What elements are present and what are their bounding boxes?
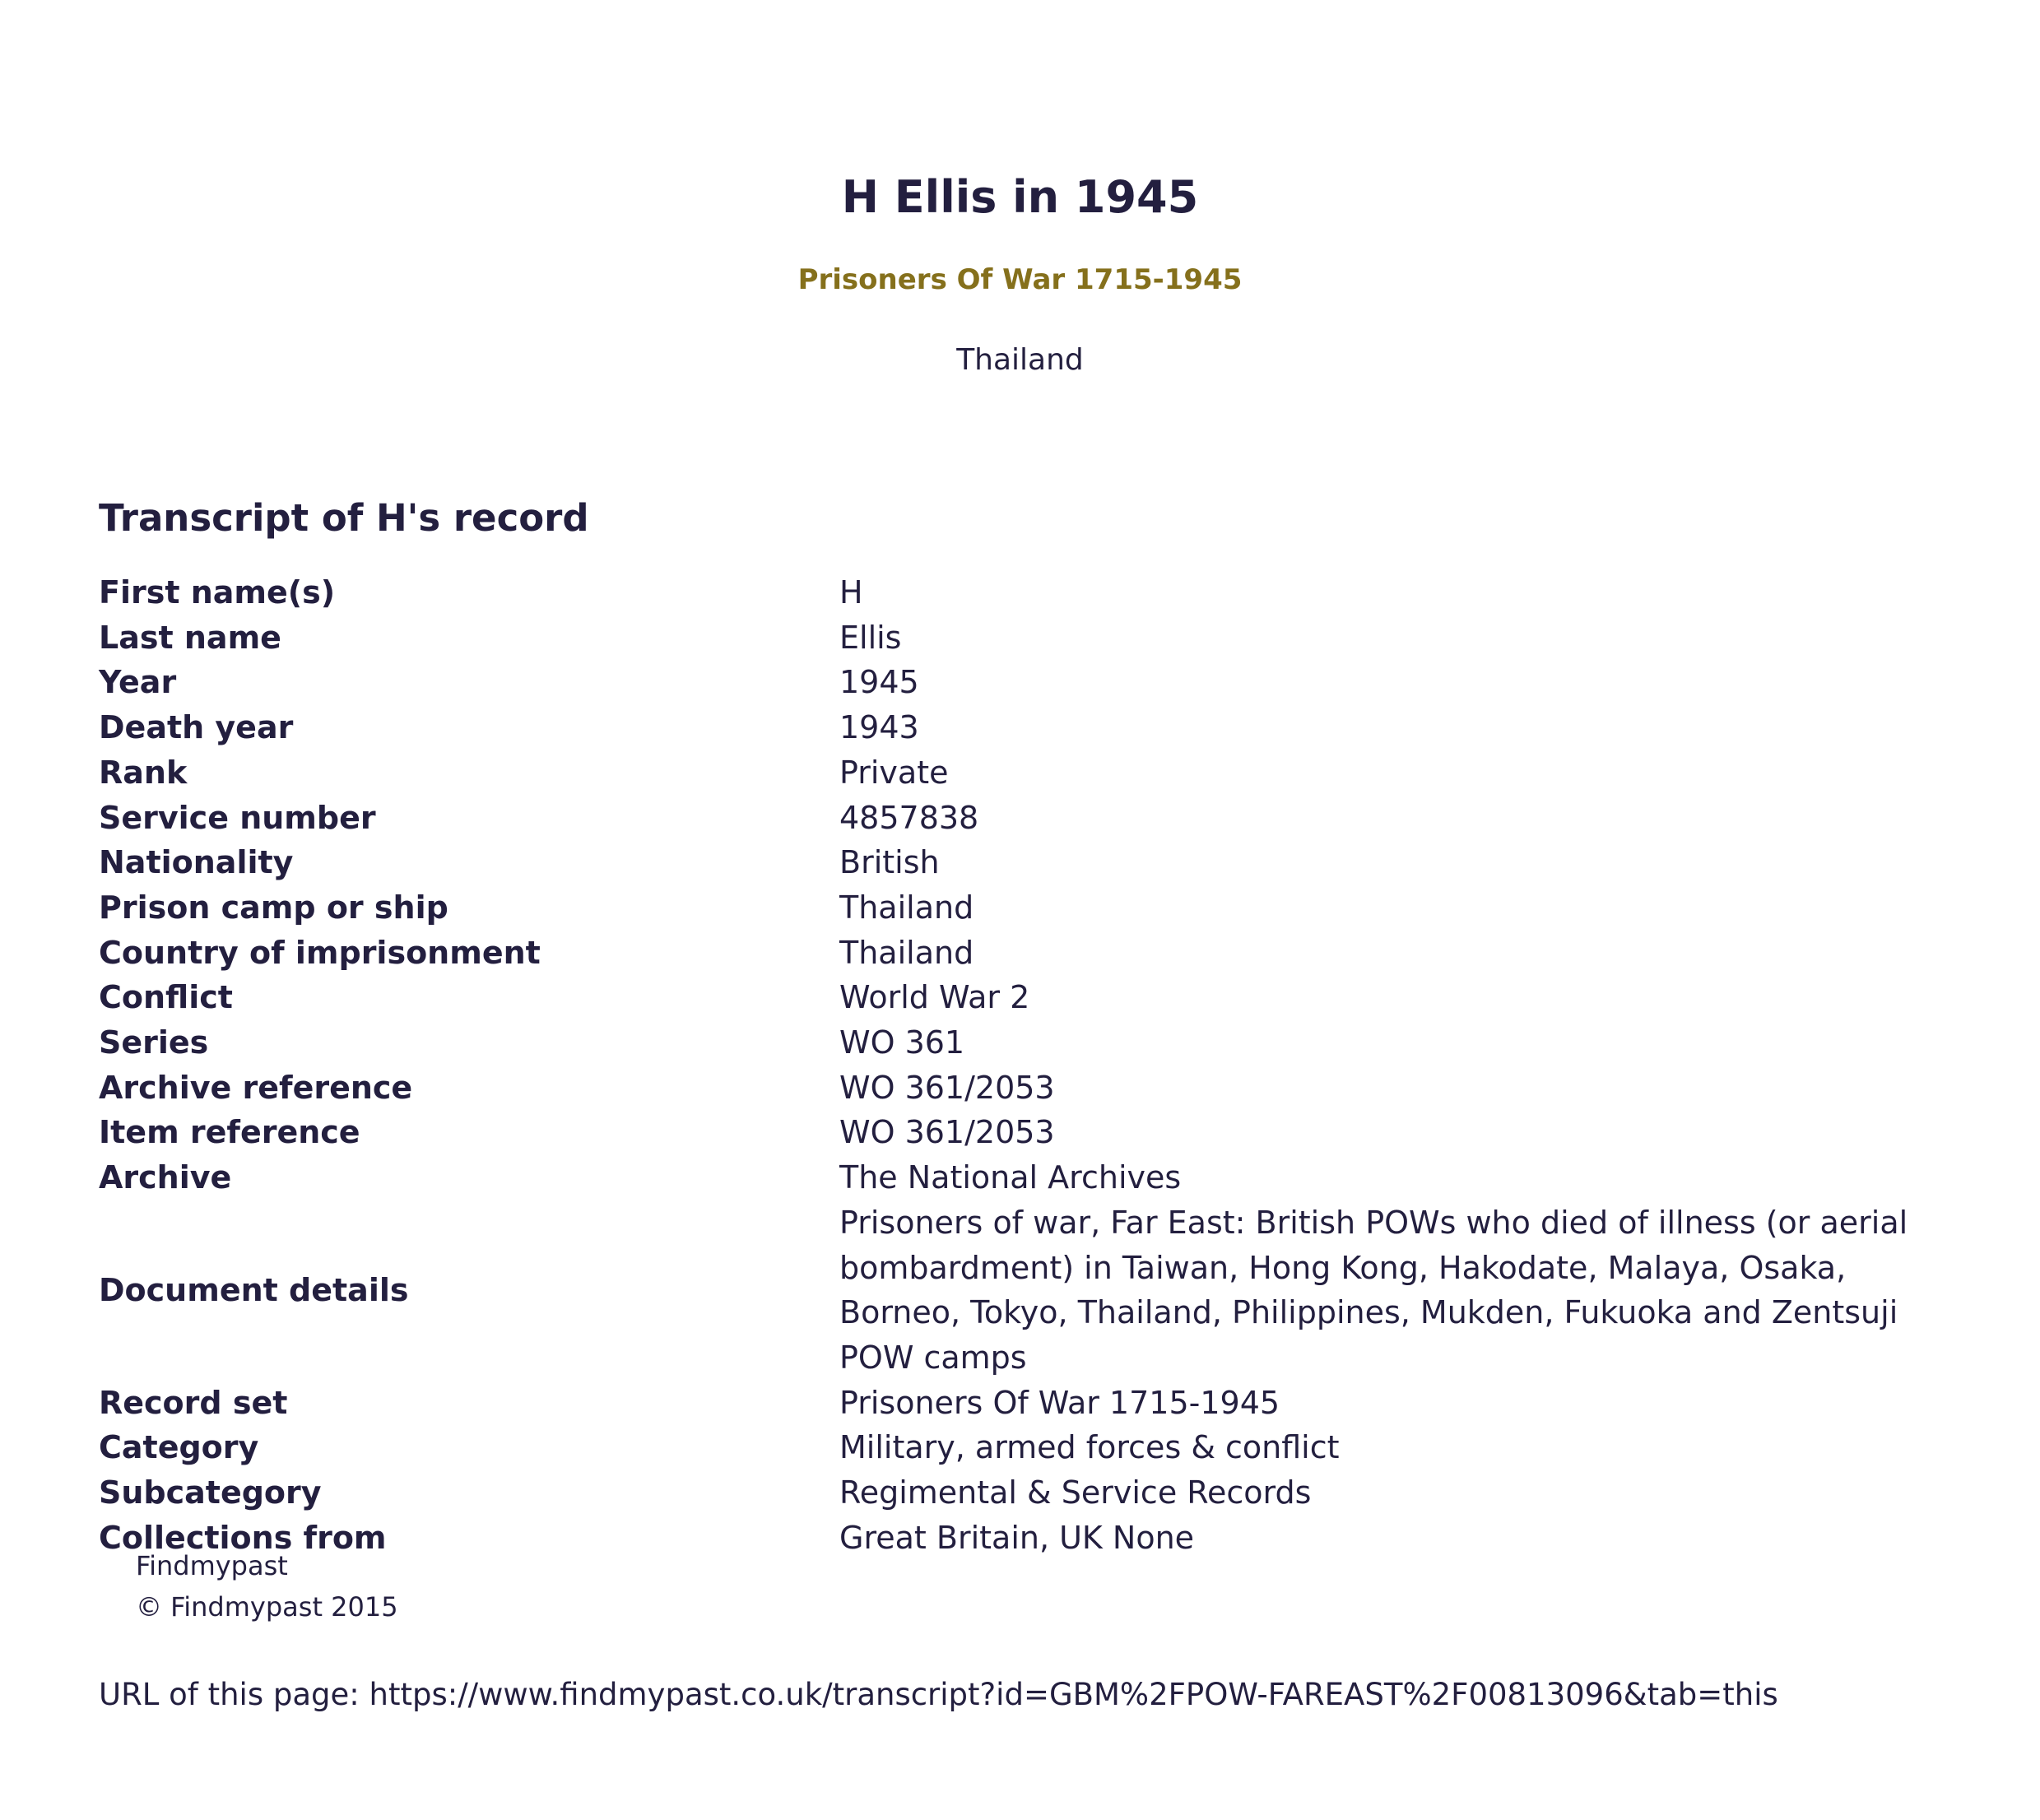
row-label: Record set: [99, 1384, 288, 1421]
row-label: Nationality: [99, 844, 294, 881]
table-row-item-reference: [99, 1110, 1959, 1155]
transcript-heading: Transcript of H's record: [99, 496, 589, 540]
row-value: Thailand: [839, 934, 974, 971]
table-row-first-name: [99, 570, 1959, 615]
row-label: Service number: [99, 799, 376, 836]
copyright-text: © Findmypast 2015: [136, 1591, 398, 1623]
table-row-death-year: [99, 705, 1959, 750]
table-row-service-number: [99, 796, 1959, 841]
row-value: Thailand: [839, 889, 974, 926]
record-set-subtitle: Prisoners Of War 1715-1945: [797, 263, 1243, 296]
transcript-table: [99, 570, 1959, 1560]
row-value: Prisoners Of War 1715-1945: [839, 1384, 1280, 1421]
row-label: Item reference: [99, 1114, 360, 1151]
table-row-subcategory: [99, 1470, 1959, 1516]
table-row-record-set: [99, 1381, 1959, 1426]
table-row-year: [99, 660, 1959, 705]
row-value: 1943: [839, 709, 919, 746]
row-label: Year: [99, 664, 177, 701]
row-label: Archive reference: [99, 1069, 413, 1106]
row-label: Rank: [99, 754, 188, 791]
row-label: Archive: [99, 1159, 232, 1196]
footer-brand: [136, 1545, 398, 1627]
row-label: Collections from: [99, 1519, 387, 1556]
table-row-last-name: [99, 615, 1959, 661]
row-value: Ellis: [839, 619, 902, 656]
row-value: WO 361/2053: [839, 1114, 1055, 1151]
table-row-archive-reference: [99, 1066, 1959, 1111]
table-row-series: [99, 1020, 1959, 1066]
row-value: Private: [839, 754, 949, 791]
row-label: Subcategory: [99, 1474, 322, 1511]
row-value: World War 2: [839, 979, 1030, 1016]
row-label: Document details: [99, 1271, 409, 1308]
row-value: British: [839, 844, 940, 881]
table-row-rank: [99, 750, 1959, 796]
row-value: H: [839, 574, 863, 611]
row-label: Category: [99, 1429, 259, 1466]
row-label: Series: [99, 1024, 209, 1061]
row-value: 1945: [839, 664, 919, 701]
page-title: H Ellis in 1945: [841, 171, 1199, 223]
page-url: URL of this page: https://www.findmypast.co.uk/transcript?id=GBM%2FPOW-FAREAST%2F00813096&tab=this: [99, 1677, 1778, 1712]
location-text: Thailand: [956, 343, 1084, 377]
row-label: Last name: [99, 619, 281, 656]
row-label: Conflict: [99, 979, 233, 1016]
row-label: First name(s): [99, 574, 336, 611]
row-value: Regimental & Service Records: [839, 1474, 1312, 1511]
row-value: 4857838: [839, 799, 979, 836]
brand-name: Findmypast: [136, 1550, 288, 1581]
row-label: Country of imprisonment: [99, 934, 541, 971]
table-row-nationality: [99, 840, 1959, 885]
row-value: WO 361: [839, 1024, 965, 1061]
row-value: WO 361/2053: [839, 1069, 1055, 1106]
row-label: Prison camp or ship: [99, 889, 448, 926]
row-value: Military, armed forces & conflict: [839, 1429, 1340, 1466]
row-value: Prisoners of war, Far East: British POWs who died of illness (or aerial bombardment) in Taiwan, Hong Kong, Hakodate, Malaya, Osaka, Borneo, Tokyo, Thailand, Philippines, Mukden, Fukuoka and Zentsuji POW camps: [839, 1204, 1908, 1376]
table-row-category: [99, 1425, 1959, 1470]
table-row-archive: [99, 1155, 1959, 1200]
table-row-prison-camp: [99, 885, 1959, 931]
table-row-conflict: [99, 975, 1959, 1020]
row-value: Great Britain, UK None: [839, 1519, 1195, 1556]
table-row-country: [99, 931, 1959, 976]
table-row-document-details: [99, 1200, 1959, 1381]
row-label: Death year: [99, 709, 294, 746]
row-value: The National Archives: [839, 1159, 1182, 1196]
